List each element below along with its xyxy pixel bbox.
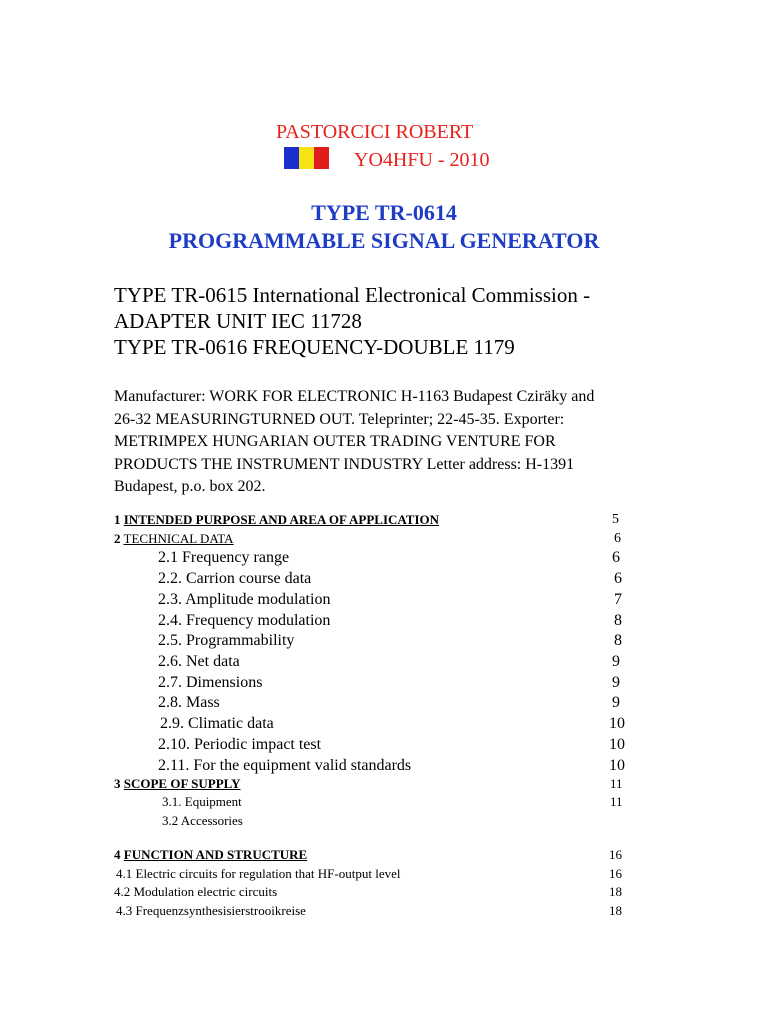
toc-item[interactable]: [0, 591, 768, 611]
toc-page-number: 6: [614, 531, 621, 546]
toc-page-number: 7: [614, 591, 622, 608]
callsign: YO4HFU - 2010: [354, 149, 490, 171]
flag-stripe-blue: [284, 147, 299, 169]
toc-page-number: 5: [612, 512, 619, 527]
toc-item-label: 2.4. Frequency modulation: [158, 612, 331, 629]
toc-item-label: 4.2 Modulation electric circuits: [114, 884, 278, 899]
toc-page-number: 9: [612, 653, 620, 670]
manufacturer-paragraph: [114, 386, 654, 499]
toc-item-label: 2.1 Frequency range: [158, 549, 290, 566]
subtitle-line-3: TYPE TR-0616 FREQUENCY-DOUBLE 1179: [114, 335, 515, 359]
toc-item[interactable]: [0, 653, 768, 673]
romanian-flag-icon: [284, 147, 329, 169]
flag-stripe-yellow: [299, 147, 314, 169]
toc-number: 3: [114, 776, 121, 791]
toc-item[interactable]: [0, 794, 768, 814]
toc-item[interactable]: [0, 884, 768, 904]
subtitle-line-1: TYPE TR-0615 International Electronical Commission -: [114, 283, 591, 307]
toc-page-number: 6: [612, 549, 620, 566]
toc-page-number: 11: [610, 776, 623, 791]
document-title-line2: PROGRAMMABLE SIGNAL GENERATOR: [168, 228, 600, 253]
manufacturer-line: METRIMPEX HUNGARIAN OUTER TRADING VENTURE FOR: [114, 433, 556, 450]
manufacturer-line: Budapest, p.o. box 202.: [114, 478, 266, 495]
flag-stripe-red: [314, 147, 329, 169]
toc-item[interactable]: [0, 715, 768, 735]
toc-item-label: 2.7. Dimensions: [158, 674, 263, 691]
toc-number: 2: [114, 531, 121, 546]
toc-item[interactable]: [0, 903, 768, 923]
toc-item-label: 3.2 Accessories: [162, 813, 243, 828]
author-name: PASTORCICI ROBERT: [276, 121, 474, 143]
toc-item[interactable]: [0, 736, 768, 756]
toc-page-number: 9: [612, 674, 620, 691]
toc-item[interactable]: [0, 549, 768, 569]
toc-item-label: 2.8. Mass: [158, 694, 220, 711]
toc-page-number: 10: [609, 757, 625, 774]
toc-page-number: 18: [609, 884, 622, 899]
toc-item-label: 2.11. For the equipment valid standards: [158, 757, 412, 774]
toc-page-number: 6: [614, 570, 622, 587]
toc-item-label: 2.3. Amplitude modulation: [158, 591, 331, 608]
toc-page-number: 10: [609, 715, 625, 732]
toc-section-title: SCOPE OF SUPPLY: [123, 776, 241, 791]
toc-item[interactable]: [0, 632, 768, 652]
manufacturer-line: Manufacturer: WORK FOR ELECTRONIC H-1163 Budapest Cziräky and: [114, 388, 595, 405]
toc-page-number: 16: [609, 847, 622, 862]
toc-page-number: 8: [614, 612, 622, 629]
toc-item-label: 2.9. Climatic data: [160, 715, 274, 732]
toc-section-title: TECHNICAL DATA: [123, 531, 234, 546]
toc-page-number: 16: [609, 866, 622, 881]
subtitle-line-2: ADAPTER UNIT IEC 11728: [114, 309, 362, 333]
toc-number: 4: [114, 847, 121, 862]
toc-item-label: 4.1 Electric circuits for regulation that HF-output level: [116, 866, 401, 881]
toc-item-label: 4.3 Frequenzsynthesisierstrooikreise: [116, 903, 306, 918]
toc-page-number: 11: [610, 794, 623, 809]
toc-item-label: 2.6. Net data: [158, 653, 240, 670]
toc-item[interactable]: [0, 866, 768, 886]
toc-item[interactable]: [0, 813, 768, 833]
toc-item[interactable]: [0, 694, 768, 714]
toc-page-number: 10: [609, 736, 625, 753]
toc-item[interactable]: [0, 570, 768, 590]
toc-item[interactable]: [0, 757, 768, 777]
toc-page-number: 9: [612, 694, 620, 711]
toc-section-title: FUNCTION AND STRUCTURE: [123, 847, 308, 862]
manufacturer-line: 26-32 MEASURINGTURNED OUT. Teleprinter; 22-45-35. Exporter:: [114, 410, 565, 428]
document-title-line1: TYPE TR-0614: [311, 200, 457, 225]
toc-page-number: 18: [609, 903, 622, 918]
toc-section-3[interactable]: [0, 776, 768, 796]
toc-page-number: 8: [614, 632, 622, 649]
toc-section-4[interactable]: [0, 847, 768, 867]
toc-item-label: 2.5. Programmability: [158, 632, 295, 649]
toc-item-label: 2.2. Carrion course data: [158, 570, 312, 587]
toc-item-label: 3.1. Equipment: [162, 794, 242, 809]
manufacturer-line: PRODUCTS THE INSTRUMENT INDUSTRY Letter address: H-1391: [114, 455, 575, 473]
toc-item[interactable]: [0, 674, 768, 694]
toc-item-label: 2.10. Periodic impact test: [158, 736, 322, 753]
toc-section-title: INTENDED PURPOSE AND AREA OF APPLICATION: [123, 512, 440, 527]
toc-section-1[interactable]: [0, 512, 768, 532]
toc-number: 1: [114, 512, 121, 527]
toc-item[interactable]: [0, 612, 768, 632]
toc-section-2[interactable]: [0, 531, 768, 551]
